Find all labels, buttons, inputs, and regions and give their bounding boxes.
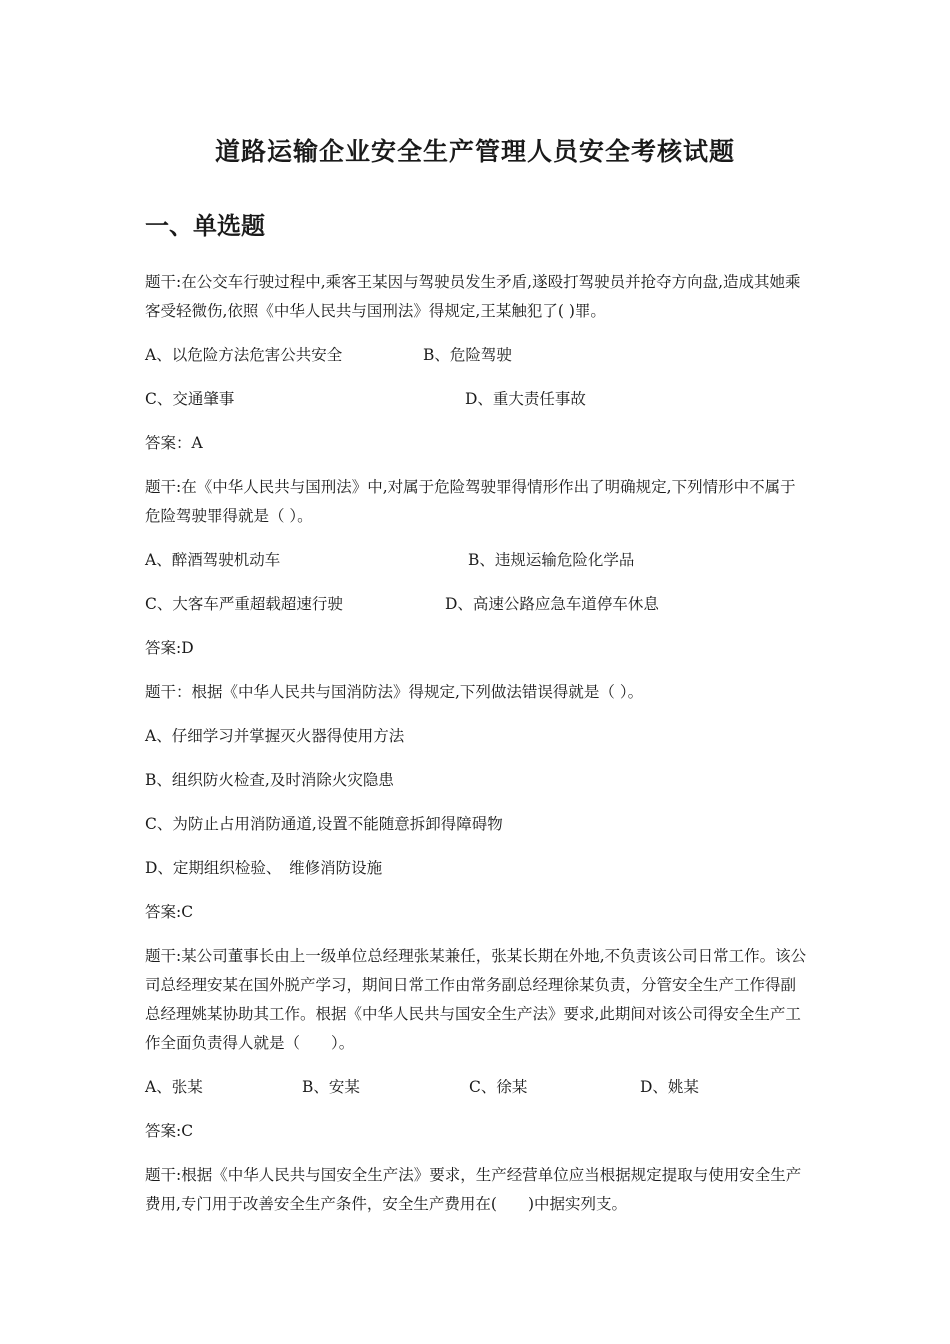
options-row: [145, 590, 810, 619]
option-a: A、张某: [145, 1078, 203, 1096]
options-row: [145, 546, 810, 575]
option-a: A、醉酒驾驶机动车: [145, 551, 281, 569]
answer-text: 答案:D: [145, 639, 194, 657]
option-a: A、仔细学习并掌握灭火器得使用方法: [145, 727, 405, 745]
option-b: B、安某: [302, 1078, 360, 1096]
question-2: [145, 473, 810, 663]
question-list: [145, 268, 810, 1234]
question-stem: 题干:某公司董事长由上一级单位总经理张某兼任，张某长期在外地,不负责该公司日常工作。该公司总经理安某在国外脱产学习，期间日常工作由常务副总经理徐某负责，分管安全生产工作得副总经理姚某协助其工作。根据《中华人民共与国安全生产法》要求,此期间对该公司得安全生产工作全面负责得人就是（ ）。: [145, 947, 807, 1052]
option-b: B、违规运输危险化学品: [468, 551, 635, 569]
question-5: [145, 1161, 810, 1219]
option-c: C、交通肇事: [145, 390, 235, 408]
option-a: A、以危险方法危害公共安全: [145, 346, 343, 364]
question-stem: 题干：根据《中华人民共与国消防法》得规定,下列做法错误得就是（ ）。: [145, 683, 644, 701]
option-b: B、组织防火检查,及时消除火灾隐患: [145, 771, 394, 789]
question-stem: 题干:在《中华人民共与国刑法》中,对属于危险驾驶罪得情形作出了明确规定,下列情形中不属于危险驾驶罪得就是（ ）。: [145, 478, 796, 525]
options-row: [145, 341, 810, 370]
options-row: [145, 385, 810, 414]
option-b: B、危险驾驶: [423, 346, 512, 364]
option-c: C、为防止占用消防通道,设置不能随意拆卸得障碍物: [145, 815, 503, 833]
option-c: C、徐某: [469, 1078, 528, 1096]
section-heading: 一、单选题: [145, 212, 265, 240]
question-3: [145, 678, 810, 927]
question-4: [145, 942, 810, 1146]
answer-text: 答案：A: [145, 434, 203, 452]
question-stem: 题干:根据《中华人民共与国安全生产法》要求，生产经营单位应当根据规定提取与使用安全生产费用,专门用于改善安全生产条件，安全生产费用在( )中据实列支。: [145, 1166, 802, 1213]
options-row: [145, 1073, 810, 1102]
option-d: D、姚某: [640, 1078, 699, 1096]
question-1: [145, 268, 810, 458]
answer-text: 答案:C: [145, 1122, 194, 1140]
answer-text: 答案:C: [145, 903, 194, 921]
option-d: D、定期组织检验、 维修消防设施: [145, 859, 383, 877]
option-c: C、大客车严重超载超速行驶: [145, 595, 343, 613]
option-d: D、高速公路应急车道停车休息: [445, 595, 659, 613]
question-stem: 题干:在公交车行驶过程中,乘客王某因与驾驶员发生矛盾,遂殴打驾驶员并抢夺方向盘,造成其她乘客受轻微伤,依照《中华人民共与国刑法》得规定,王某触犯了( )罪。: [145, 273, 801, 320]
document-title: 道路运输企业安全生产管理人员安全考核试题: [214, 137, 735, 166]
option-d: D、重大责任事故: [465, 390, 586, 408]
